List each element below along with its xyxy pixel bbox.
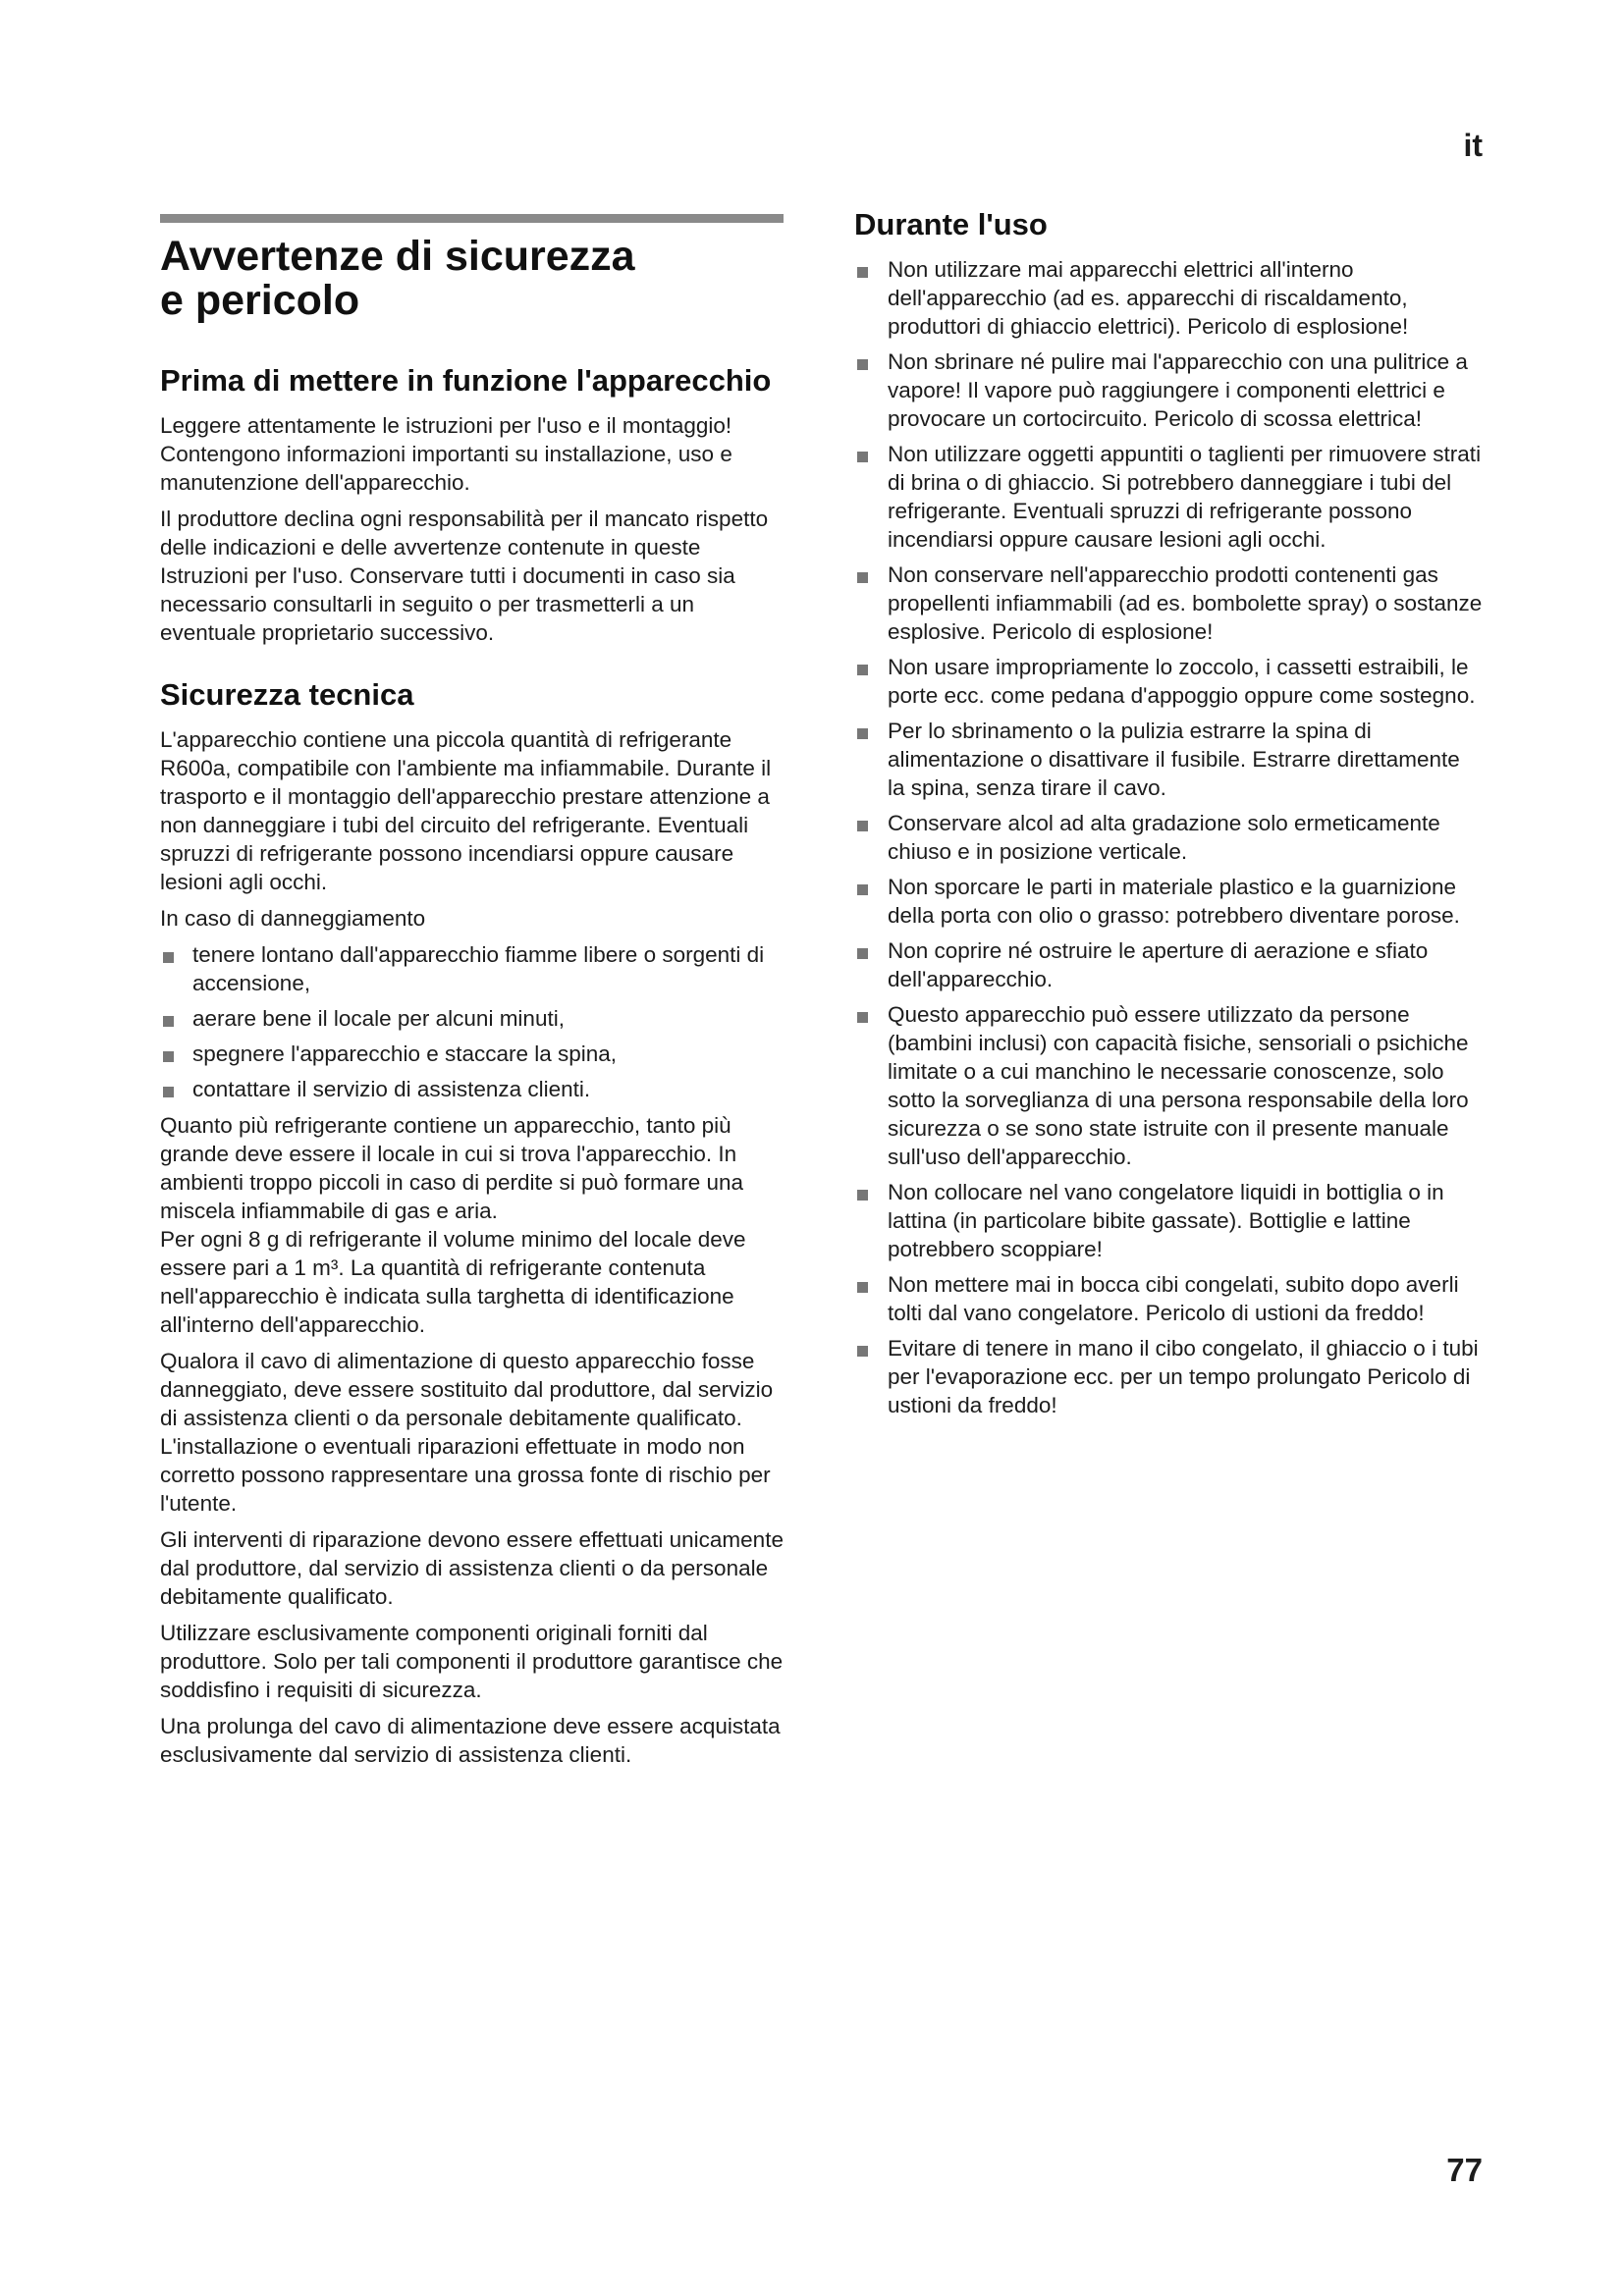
list-item: Non utilizzare mai apparecchi elettrici all'interno dell'apparecchio (ad es. apparecchi di riscaldamento, produttori di ghiaccio elettrici). Pericolo di esplosione!: [854, 255, 1483, 341]
list-item: Non collocare nel vano congelatore liquidi in bottiglia o in lattina (in particolare bibite gassate). Bottiglie e lattine potrebbero scoppiare!: [854, 1178, 1483, 1263]
section-heading-technical-safety: Sicurezza tecnica: [160, 677, 414, 712]
title-rule: [160, 214, 784, 223]
section-technical-safety: [160, 676, 784, 1769]
paragraph: Il produttore declina ogni responsabilità per il mancato rispetto delle indicazioni e delle avvertenze contenute in queste Istruzioni per l'uso. Conservare tutti i documenti in caso sia necessario consultarli in seguito o per trasmetterli a un eventuale proprietario successivo.: [160, 507, 769, 645]
list-item: Evitare di tenere in mano il cibo congelato, il ghiaccio o i tubi per l'evaporazione ecc. per un tempo prolungato Pericolo di ustioni da freddo!: [854, 1334, 1483, 1419]
section-before-use: [160, 362, 784, 647]
paragraph: Utilizzare esclusivamente componenti originali forniti dal produttore. Solo per tali componenti il produttore garantisce che soddisfino i requisiti di sicurezza.: [160, 1621, 784, 1702]
list-item: Questo apparecchio può essere utilizzato da persone (bambini inclusi) con capacità fisiche, sensoriali o psichiche limitate o a cui manchino le necessarie conoscenze, solo sotto la sorveglianza di una persona responsabile della loro sicurezza o se sono state istruite con il presente manuale sull'uso dell'apparecchio.: [854, 1000, 1483, 1171]
paragraph: Qualora il cavo di alimentazione di questo apparecchio fosse danneggiato, deve essere sostituito dal produttore, dal servizio di assistenza clienti o da personale debitamente qualificato. L'installazione o eventuali riparazioni effettuate in modo non corretto possono rappresentare una grossa fonte di rischio per l'utente.: [160, 1349, 774, 1516]
list-item: tenere lontano dall'apparecchio fiamme libere o sorgenti di accensione,: [160, 940, 784, 997]
paragraph: Una prolunga del cavo di alimentazione deve essere acquistata esclusivamente dal servizio di assistenza clienti.: [160, 1714, 781, 1767]
damage-lead: In caso di danneggiamento: [160, 906, 426, 931]
paragraph: Quanto più refrigerante contiene un apparecchio, tanto più grande deve essere il locale in cui si trova l'apparecchio. In ambienti troppo piccoli in caso di perdite si può formare una miscela infiammabile di gas e aria.: [160, 1113, 744, 1223]
list-item: Non mettere mai in bocca cibi congelati, subito dopo averli tolti dal vano congelatore. Pericolo di ustioni da freddo!: [854, 1270, 1483, 1327]
section-heading-during-use: Durante l'uso: [854, 207, 1048, 241]
list-item: Non usare impropriamente lo zoccolo, i cassetti estraibili, le porte ecc. come pedana d'appoggio oppure come sostegno.: [854, 653, 1483, 710]
list-item: Per lo sbrinamento o la pulizia estrarre la spina di alimentazione o disattivare il fusibile. Estrarre direttamente la spina, senza tirare il cavo.: [854, 717, 1483, 802]
paragraph: Gli interventi di riparazione devono essere effettuati unicamente dal produttore, dal servizio di assistenza clienti o da personale debitamente qualificato.: [160, 1527, 784, 1609]
page-number: 77: [1446, 2152, 1483, 2188]
paragraph: Per ogni 8 g di refrigerante il volume minimo del locale deve essere pari a 1 m³. La quantità di refrigerante contenuta nell'apparecchio è indicata sulla targhetta di identificazione all'interno dell'apparecchio.: [160, 1227, 746, 1337]
list-item: Non sbrinare né pulire mai l'apparecchio con una pulitrice a vapore! Il vapore può raggiungere i componenti elettrici e provocare un cortocircuito. Pericolo di scossa elettrica!: [854, 347, 1483, 433]
damage-list: [160, 940, 784, 1103]
page-title: [160, 235, 784, 323]
list-item: contattare il servizio di assistenza clienti.: [160, 1075, 784, 1103]
paragraph: L'apparecchio contiene una piccola quantità di refrigerante R600a, compatibile con l'ambiente ma infiammabile. Durante il trasporto e il montaggio dell'apparecchio prestare attenzione a non danneggiare i tubi del circuito del refrigerante. Eventuali spruzzi di refrigerante possono incendiarsi oppure causare lesioni agli occhi.: [160, 727, 772, 894]
list-item: Non conservare nell'apparecchio prodotti contenenti gas propellenti infiammabili (ad es. bombolette spray) o sostanze esplosive. Pericolo di esplosione!: [854, 561, 1483, 646]
page-title-line2: e pericolo: [160, 277, 360, 324]
right-column: [854, 206, 1483, 1427]
during-use-list: [854, 255, 1483, 1419]
list-item: spegnere l'apparecchio e staccare la spina,: [160, 1040, 784, 1068]
list-item: Non sporcare le parti in materiale plastico e la guarnizione della porta con olio o grasso: potrebbero diventare porose.: [854, 873, 1483, 930]
list-item: Non utilizzare oggetti appuntiti o taglienti per rimuovere strati di brina o di ghiaccio. Si potrebbero danneggiare i tubi del refrigerante. Eventuali spruzzi di refrigerante possono incendiarsi oppure causare lesioni agli occhi.: [854, 440, 1483, 554]
section-heading-before-use: Prima di mettere in funzione l'apparecchio: [160, 363, 772, 398]
list-item: Non coprire né ostruire le aperture di aerazione e sfiato dell'apparecchio.: [854, 936, 1483, 993]
list-item: aerare bene il locale per alcuni minuti,: [160, 1004, 784, 1033]
language-code: it: [1463, 128, 1483, 163]
list-item: Conservare alcol ad alta gradazione solo ermeticamente chiuso e in posizione verticale.: [854, 809, 1483, 866]
page-title-line1: Avvertenze di sicurezza: [160, 233, 635, 280]
paragraph: Leggere attentamente le istruzioni per l'uso e il montaggio! Contengono informazioni importanti su installazione, uso e manutenzione dell'apparecchio.: [160, 413, 732, 495]
left-column: [160, 214, 784, 1798]
